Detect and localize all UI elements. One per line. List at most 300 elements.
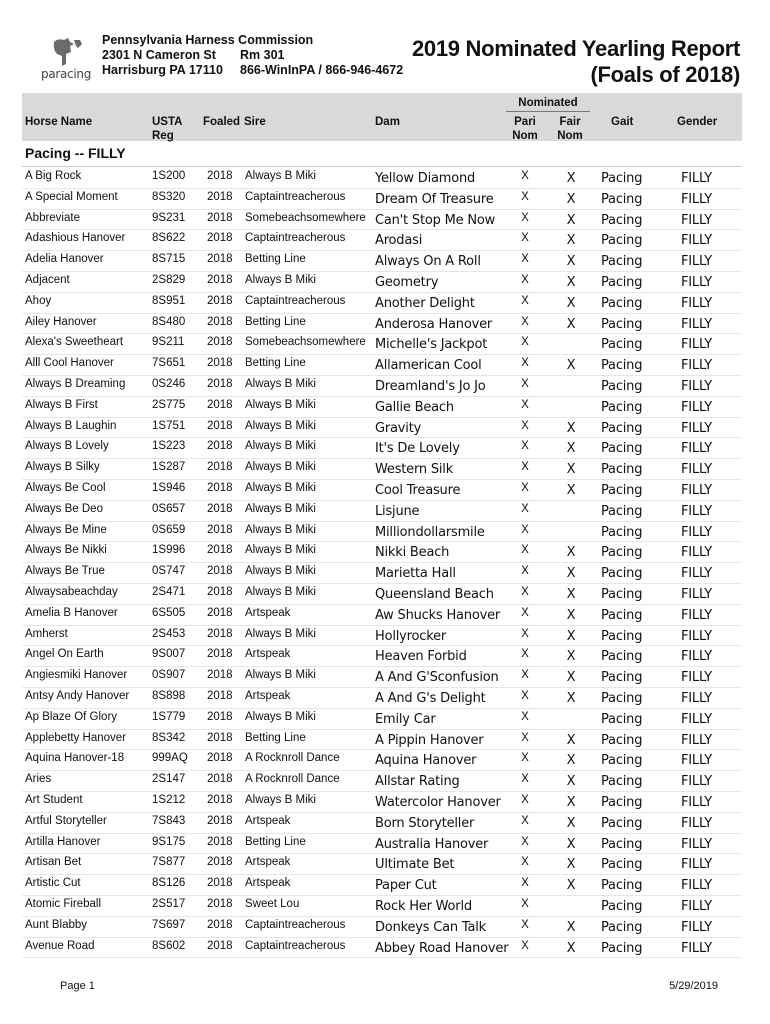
section-divider (22, 166, 742, 167)
dam-name: Gravity (375, 420, 422, 436)
dam-name: Ultimate Bet (375, 857, 455, 873)
foaled-year: 2018 (207, 752, 233, 765)
sire-name: Always B Miki (245, 710, 316, 723)
horse-name: Antsy Andy Hanover (25, 690, 130, 702)
gait: Pacing (601, 940, 643, 956)
horse-name: A Big Rock (25, 170, 82, 182)
horse-name: Amelia B Hanover (25, 606, 118, 619)
usta-reg: 7S877 (152, 856, 186, 869)
gait: Pacing (601, 275, 643, 290)
dam-name: Paper Cut (375, 878, 437, 894)
fair-nom-mark: X (566, 545, 576, 561)
nominated-group-header: Nominated (518, 97, 578, 109)
foaled-year: 2018 (207, 835, 233, 848)
usta-reg: 9S007 (152, 648, 186, 661)
fair-nom-mark: X (566, 940, 576, 956)
fair-nom-mark: X (566, 566, 576, 582)
usta-reg: 8S715 (152, 253, 186, 266)
gender: FILLY (681, 420, 713, 436)
sire-name: Captaintreacherous (245, 232, 346, 245)
col-dam: Dam (375, 116, 400, 128)
gender: FILLY (681, 171, 713, 186)
col-gait: Gait (611, 116, 634, 128)
col-fair-nom (553, 115, 587, 143)
sire-name: Artspeak (245, 877, 291, 890)
table-row (22, 541, 742, 542)
table-row (22, 437, 742, 438)
fair-nom-mark: X (566, 691, 576, 706)
dam-name: Dream Of Treasure (375, 191, 494, 207)
fair-nom-mark: X (566, 233, 576, 249)
gender: FILLY (681, 691, 713, 706)
gender: FILLY (681, 337, 713, 353)
table-row (22, 666, 742, 667)
foaled-year: 2018 (207, 440, 233, 453)
table-row (22, 625, 742, 626)
usta-reg: 8S320 (152, 190, 186, 203)
usta-reg: 9S211 (152, 336, 185, 349)
pari-nom-mark: X (521, 190, 529, 203)
usta-reg: 0S246 (152, 378, 186, 390)
usta-reg: 8S342 (152, 731, 186, 744)
table-row (22, 937, 742, 938)
sire-name: Always B Miki (245, 502, 316, 515)
table-row (22, 375, 742, 376)
gender: FILLY (681, 732, 713, 748)
usta-reg: 2S775 (152, 398, 186, 411)
dam-name: Australia Hanover (375, 836, 489, 852)
sire-name: Sweet Lou (245, 898, 300, 910)
col-gender: Gender (677, 116, 718, 128)
pari-nom-mark: X (521, 211, 529, 224)
col-usta-reg-line2: Reg (152, 130, 174, 142)
address-street: 2301 N Cameron St (102, 48, 216, 62)
table-row (22, 479, 742, 480)
usta-reg: 6S505 (152, 606, 186, 619)
sire-name: Always B Miki (245, 419, 316, 432)
usta-reg: 0S657 (152, 502, 186, 515)
pari-nom-mark: X (521, 939, 529, 952)
foaled-year: 2018 (207, 378, 233, 390)
col-horse-name: Horse Name (25, 116, 93, 128)
foaled-year: 2018 (207, 419, 233, 432)
org-name: Pennsylvania Harness Commission (102, 33, 314, 47)
table-row (22, 583, 742, 584)
horse-name: Artistic Cut (25, 877, 81, 890)
dam-name: A And G'Sconfusion (375, 670, 499, 686)
gait: Pacing (601, 316, 643, 332)
gender: FILLY (681, 295, 713, 311)
horse-name: Adashious Hanover (25, 232, 126, 245)
foaled-year: 2018 (207, 648, 233, 661)
horse-name: Ailey Hanover (25, 315, 97, 328)
gait: Pacing (601, 483, 643, 498)
pari-nom-mark: X (521, 274, 529, 286)
pari-nom-mark: X (521, 918, 529, 931)
foaled-year: 2018 (207, 357, 233, 370)
sire-name: Captaintreacherous (245, 294, 346, 307)
pari-nom-mark: X (521, 690, 529, 702)
table-row (22, 521, 742, 522)
foaled-year: 2018 (207, 336, 233, 349)
usta-reg: 8S951 (152, 294, 186, 307)
pari-nom-mark: X (521, 669, 529, 682)
fair-nom-mark: X (566, 774, 576, 790)
sire-name: Always B Miki (245, 398, 316, 411)
fair-nom-mark: X (566, 254, 576, 270)
gender: FILLY (681, 399, 713, 415)
pari-nom-mark: X (521, 773, 529, 786)
horse-name: Angel On Earth (25, 648, 104, 661)
gait: Pacing (601, 691, 643, 706)
sire-name: Always B Miki (245, 627, 316, 640)
horse-name: Always Be Deo (25, 502, 103, 515)
sire-name: Captaintreacherous (245, 190, 346, 203)
foaled-year: 2018 (207, 690, 233, 702)
foaled-year: 2018 (207, 856, 233, 869)
dam-name: Aquina Hanover (375, 753, 477, 769)
gait: Pacing (601, 295, 643, 311)
fair-nom-mark: X (566, 191, 576, 207)
foaled-year: 2018 (207, 544, 233, 557)
gender: FILLY (681, 275, 713, 290)
sire-name: Always B Miki (245, 544, 316, 557)
fair-nom-mark: X (566, 462, 576, 478)
pari-nom-mark: X (521, 877, 529, 890)
gender: FILLY (681, 919, 713, 935)
usta-reg: 1S287 (152, 461, 186, 474)
pari-nom-mark: X (521, 606, 529, 619)
dam-name: Dreamland's Jo Jo (375, 379, 486, 394)
usta-reg: 7S651 (152, 357, 186, 370)
fair-nom-mark: X (566, 316, 576, 332)
usta-reg: 999AQ (152, 752, 188, 765)
foaled-year: 2018 (207, 398, 233, 411)
horse-name: Ahoy (25, 294, 52, 307)
usta-reg: 9S175 (152, 835, 186, 848)
fair-nom-mark: X (566, 171, 576, 186)
pari-nom-mark: X (521, 482, 529, 494)
dam-name: Geometry (375, 275, 439, 290)
gait: Pacing (601, 919, 643, 935)
fair-nom-mark: X (566, 815, 576, 831)
table-row (22, 833, 742, 834)
horse-name: Art Student (25, 794, 83, 806)
sire-name: Always B Miki (245, 274, 316, 286)
col-pari-nom (508, 115, 542, 143)
gender: FILLY (681, 462, 713, 478)
gender: FILLY (681, 191, 713, 207)
sire-name: A Rocknroll Dance (245, 752, 340, 765)
horse-name: Always Be Nikki (25, 544, 107, 557)
horse-name: Always B Silky (25, 461, 100, 474)
table-row (22, 354, 742, 355)
pari-nom-mark: X (521, 315, 529, 328)
table-row (22, 313, 742, 314)
dam-name: Aw Shucks Hanover (375, 607, 501, 623)
gait: Pacing (601, 337, 643, 353)
horse-name: Always B Lovely (25, 440, 109, 453)
gait: Pacing (601, 878, 643, 894)
sire-name: Always B Miki (245, 378, 316, 390)
foaled-year: 2018 (207, 523, 233, 536)
gait: Pacing (601, 254, 643, 270)
col-fair-line2: Nom (557, 130, 583, 142)
horse-name: Alexa's Sweetheart (25, 336, 124, 349)
usta-reg: 8S602 (152, 939, 186, 952)
gender: FILLY (681, 233, 713, 249)
foaled-year: 2018 (207, 482, 233, 494)
usta-reg: 9S231 (152, 211, 186, 224)
horse-name: Aries (25, 773, 52, 786)
table-row (22, 396, 742, 397)
dam-name: Can't Stop Me Now (375, 212, 496, 228)
col-foaled: Foaled (203, 116, 241, 128)
gait: Pacing (601, 441, 643, 457)
gender: FILLY (681, 607, 713, 623)
foaled-year: 2018 (207, 502, 233, 515)
pari-nom-mark: X (521, 752, 529, 765)
dam-name: Lisjune (375, 503, 420, 519)
report-title-line1: 2019 Nominated Yearling Report (411, 36, 740, 61)
table-row (22, 188, 742, 189)
horse-name: Avenue Road (25, 939, 95, 952)
foaled-year: 2018 (207, 918, 233, 931)
table-row (22, 250, 742, 251)
pari-nom-mark: X (521, 336, 529, 349)
gait: Pacing (601, 711, 643, 727)
usta-reg: 7S843 (152, 814, 186, 827)
sire-name: Always B Miki (245, 170, 316, 182)
sire-name: Always B Miki (245, 586, 316, 598)
dam-name: Allamerican Cool (375, 358, 482, 374)
page-number: Page 1 (60, 980, 95, 992)
gender: FILLY (681, 379, 713, 394)
sire-name: Always B Miki (245, 482, 316, 494)
dam-name: A Pippin Hanover (375, 732, 484, 748)
gait: Pacing (601, 857, 643, 873)
col-pari-line1: Pari (514, 116, 536, 128)
fair-nom-mark: X (566, 607, 576, 623)
fair-nom-mark: X (566, 295, 576, 311)
gait: Pacing (601, 815, 643, 831)
foaled-year: 2018 (207, 606, 233, 619)
usta-reg: 2S471 (152, 586, 186, 598)
dam-name: Heaven Forbid (375, 649, 467, 665)
foaled-year: 2018 (207, 710, 233, 723)
table-row (22, 562, 742, 563)
sire-name: A Rocknroll Dance (245, 773, 340, 786)
gender: FILLY (681, 711, 713, 727)
table-row (22, 874, 742, 875)
horse-name: Adjacent (25, 274, 70, 286)
usta-reg: 1S751 (152, 419, 186, 432)
gender: FILLY (681, 899, 713, 914)
table-row (22, 916, 742, 917)
gait: Pacing (601, 899, 643, 914)
fair-nom-mark: X (566, 836, 576, 852)
foaled-year: 2018 (207, 315, 233, 328)
sire-name: Betting Line (245, 731, 306, 744)
fair-nom-mark: X (566, 732, 576, 748)
pari-nom-mark: X (521, 170, 529, 182)
foaled-year: 2018 (207, 253, 233, 266)
horse-name: Abbreviate (25, 211, 80, 224)
gender: FILLY (681, 566, 713, 582)
table-row (22, 708, 742, 709)
pari-nom-mark: X (521, 814, 529, 827)
pari-nom-mark: X (521, 835, 529, 848)
dam-name: Queensland Beach (375, 587, 494, 602)
gender: FILLY (681, 316, 713, 332)
gait: Pacing (601, 233, 643, 249)
report-title (412, 36, 740, 88)
gait: Pacing (601, 379, 643, 394)
pari-nom-mark: X (521, 440, 529, 453)
dam-name: Donkeys Can Talk (375, 919, 486, 935)
col-sire: Sire (244, 116, 266, 128)
dam-name: It's De Lovely (375, 441, 460, 457)
gender: FILLY (681, 774, 713, 790)
sire-name: Artspeak (245, 856, 291, 869)
gait: Pacing (601, 420, 643, 436)
gait: Pacing (601, 587, 643, 602)
dam-name: Nikki Beach (375, 545, 450, 561)
pari-nom-mark: X (521, 856, 529, 869)
fair-nom-mark: X (566, 878, 576, 894)
sire-name: Artspeak (245, 648, 291, 661)
dam-name: Rock Her World (375, 899, 472, 914)
gait: Pacing (601, 753, 643, 769)
sire-name: Betting Line (245, 357, 306, 370)
horse-name: Amherst (25, 627, 68, 640)
usta-reg: 1S223 (152, 440, 186, 453)
usta-reg: 8S480 (152, 315, 186, 328)
sire-name: Betting Line (245, 835, 306, 848)
gait: Pacing (601, 171, 643, 186)
gait: Pacing (601, 628, 643, 644)
pari-nom-mark: X (521, 294, 529, 307)
usta-reg: 7S697 (152, 918, 186, 931)
foaled-year: 2018 (207, 565, 233, 578)
sire-name: Captaintreacherous (245, 918, 346, 931)
foaled-year: 2018 (207, 814, 233, 827)
gender: FILLY (681, 878, 713, 894)
sire-name: Always B Miki (245, 523, 316, 536)
fair-nom-mark: X (566, 441, 576, 457)
table-row (22, 895, 742, 896)
usta-reg: 1S996 (152, 544, 186, 557)
foaled-year: 2018 (207, 669, 233, 682)
dam-name: Watercolor Hanover (375, 795, 501, 810)
usta-reg: 1S946 (152, 482, 186, 494)
foaled-year: 2018 (207, 461, 233, 474)
pari-nom-mark: X (521, 253, 529, 266)
table-row (22, 458, 742, 459)
gender: FILLY (681, 857, 713, 873)
horse-name: Always Be Cool (25, 482, 106, 494)
pari-nom-mark: X (521, 586, 529, 598)
horse-name: Angiesmiki Hanover (25, 669, 128, 682)
pari-nom-mark: X (521, 794, 529, 806)
foaled-year: 2018 (207, 773, 233, 786)
pari-nom-mark: X (521, 898, 529, 910)
usta-reg: 2S147 (152, 773, 186, 786)
gender: FILLY (681, 670, 713, 686)
gait: Pacing (601, 358, 643, 374)
table-row (22, 770, 742, 771)
dam-name: Cool Treasure (375, 483, 461, 498)
foaled-year: 2018 (207, 794, 233, 806)
pari-nom-mark: X (521, 461, 529, 474)
dam-name: A And G's Delight (375, 691, 486, 706)
table-row (22, 500, 742, 501)
sire-name: Artspeak (245, 606, 291, 619)
gender: FILLY (681, 254, 713, 270)
fair-nom-mark: X (566, 628, 576, 644)
usta-reg: 0S659 (152, 523, 186, 536)
table-row (22, 645, 742, 646)
gait: Pacing (601, 649, 643, 665)
gender: FILLY (681, 649, 713, 665)
horse-name: Artful Storyteller (25, 814, 107, 827)
sire-name: Always B Miki (245, 461, 316, 474)
foaled-year: 2018 (207, 294, 233, 307)
table-row (22, 812, 742, 813)
dam-name: Another Delight (375, 295, 475, 311)
fair-nom-mark: X (566, 420, 576, 436)
usta-reg: 0S907 (152, 669, 186, 682)
dam-name: Always On A Roll (375, 254, 481, 270)
gender: FILLY (681, 836, 713, 852)
sire-name: Always B Miki (245, 669, 316, 682)
gait: Pacing (601, 462, 643, 478)
gait: Pacing (601, 607, 643, 623)
sire-name: Artspeak (245, 814, 291, 827)
usta-reg: 8S126 (152, 877, 186, 890)
table-row (22, 604, 742, 605)
gender: FILLY (681, 483, 713, 498)
horse-name: Applebetty Hanover (25, 731, 127, 744)
fair-nom-mark: X (566, 358, 576, 374)
gender: FILLY (681, 545, 713, 561)
table-row (22, 957, 742, 958)
nominated-divider (506, 111, 590, 112)
gait: Pacing (601, 545, 643, 561)
sire-name: Artspeak (245, 690, 291, 702)
gender: FILLY (681, 503, 713, 519)
dam-name: Allstar Rating (375, 774, 460, 790)
address-city: Harrisburg PA 17110 (102, 63, 223, 77)
gait: Pacing (601, 503, 643, 519)
logo-text: paracing (41, 67, 92, 81)
pari-nom-mark: X (521, 565, 529, 578)
table-row (22, 729, 742, 730)
foaled-year: 2018 (207, 274, 233, 286)
sire-name: Betting Line (245, 253, 306, 266)
gender: FILLY (681, 524, 713, 540)
pari-nom-mark: X (521, 419, 529, 432)
gender: FILLY (681, 441, 713, 457)
pari-nom-mark: X (521, 232, 529, 245)
sire-name: Somebeachsomewhere (245, 336, 366, 349)
sire-name: Always B Miki (245, 794, 316, 806)
table-row (22, 853, 742, 854)
fair-nom-mark: X (566, 649, 576, 665)
horse-name: Always Be Mine (25, 523, 107, 536)
dam-name: Hollyrocker (375, 628, 447, 644)
table-row (22, 271, 742, 272)
